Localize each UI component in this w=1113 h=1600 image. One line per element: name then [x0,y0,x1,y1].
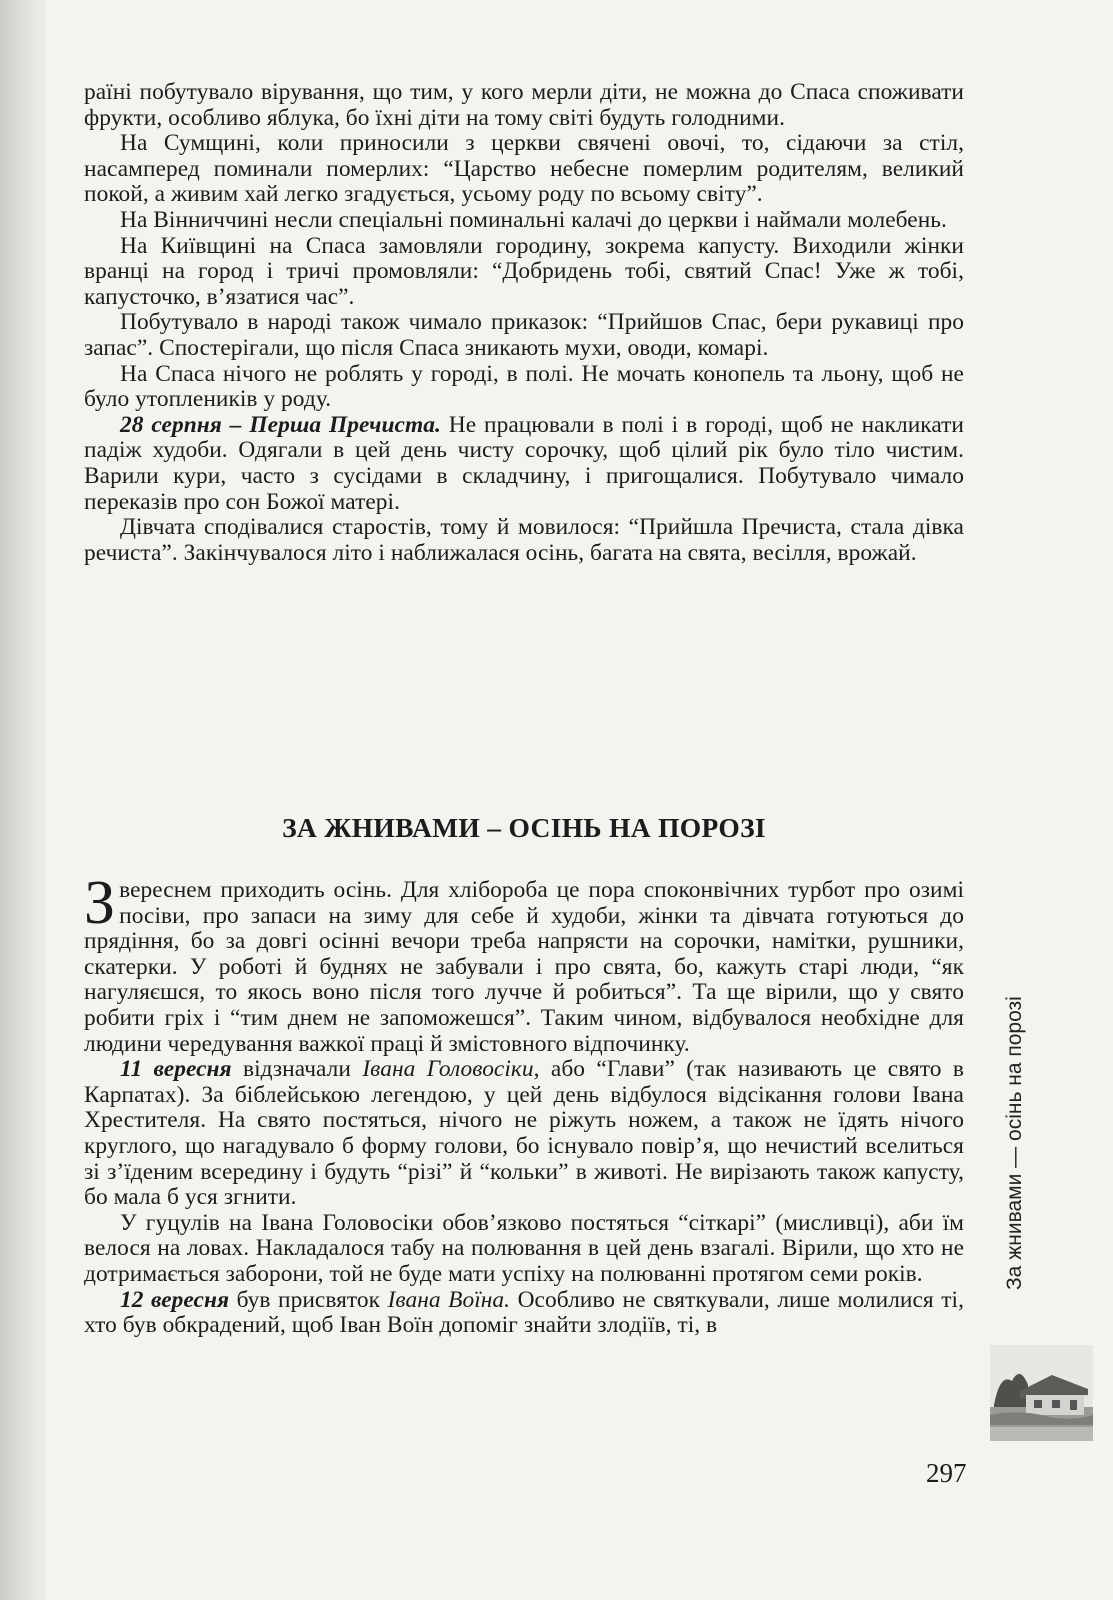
page-number: 297 [926,1458,967,1488]
paragraph-text: , або “Глави” (так називають це свято в Карпатах). За біблейською легендою, у цей день відбулося відсікання голови Івана Хрестителя. На свято постяться, нічого не ріжуть ножем, а також не їдять нічого круглого, що нагадувало б форму голови, бо існувало повір’я, що нечистий вселиться зі з’їденим всередину і будуть “різі” й “кольки” в животі. Не вирізають також капусту, бо мала б уся згнити. [84,1056,964,1211]
date-label: 12 вересня [120,1286,230,1313]
top-text-block [84,80,964,566]
paragraph: На Вінниччині несли спеціальні поминальні калачі до церкви і наймали молебень. [120,206,947,233]
feast-name: Івана Воїна. [387,1286,511,1313]
feast-name: Івана Головосіки [362,1056,534,1083]
paragraph-text: вереснем приходить осінь. Для хлібороба це пора споконвічних турбот про озимі посіви, про запаси на зиму для себе й худоби, жінки та дівчата готуються до прядіння, бо за довгі осінні вечори треба напрясти на сорочки, намітки, рушники, скатерки. У роботі й буднях не забували і про свята, бо, кажуть старі люди, “як нагуляєшся, то якось воно після того лучче й робиться”. Та ще вірили, що у свято робити гріх і “тим днем не запоможешся”. Таким чином, відбувалося необхідне для людини чередування важкої праці й змістовного відпочинку. [84,877,964,1057]
date-label: 11 вересня [120,1056,232,1083]
drop-cap: З [84,869,116,937]
paragraph: Побутувало в народі також чимало приказок: “Прийшов Спас, бери рукавиці про запас”. Спостерігали, що після Спаса зникають мухи, оводи, комарі. [84,309,964,361]
paragraph-text: відзначали [231,1056,363,1083]
paragraph: На Київщині на Спаса замовляли городину, зокрема капусту. Виходили жінки вранці на город і тричі промовляли: “Добридень тобі, святий Спас! Уже ж тобі, капусточко, в’язатися час”. [84,232,964,310]
paragraph [84,413,964,515]
paragraph: У гуцулів на Івана Головосіки обов’язково постяться “сіткарі” (мисливці), аби їм велося на ловах. Накладалося табу на полювання в цей день взагалі. Вірили, що хто не дотримається заборони, той не буде мати успіху на полюванні протягом семи років. [84,1209,964,1287]
running-side-title: За жнивами — осінь на порозі [1003,996,1026,1290]
paragraph-text: Особливо не святкували, лише молилися ті, хто був обкрадений, щоб Іван Воїн допоміг знайти злодіїв, ті, в [84,1286,964,1339]
intro-paragraph [84,869,964,1057]
paragraph: На Спаса нічого не роблять у городі, в полі. Не мочать конопель та льону, щоб не було утоплеників у роду. [84,360,964,413]
paragraph: Дівчата сподівалися старостів, тому й мовилося: “Прийшла Пречиста, стала дівка речиста”. Закінчувалося літо і наближалася осінь, багата на свята, весілля, врожай. [84,514,964,566]
paragraph [84,1057,964,1211]
paragraph-text: був присвяток [229,1286,388,1313]
date-label: 28 серпня – Перша Пречиста. [120,411,441,438]
paragraph: раїні побутувало вірування, що тим, у кого мерли діти, не можна до Спаса споживати фрукти, особливо яблука, бо їхні діти на тому світі будуть голодними. [84,79,964,131]
section-heading: ЗА ЖНИВАМИ – ОСІНЬ НА ПОРОЗІ [282,812,766,843]
paragraph [84,1288,964,1339]
bottom-text-block [84,869,964,1339]
paragraph-text: Не працювали в полі і в городі, щоб не накликати падіж худоби. Одягали в цей день чисту сорочку, щоб цілий рік було тіло чистим. Варили кури, часто з сусідами в складчину, і пригощалися. Побутувало чимало переказів про сон Божої матері. [84,411,965,515]
village-vignette-image [990,1345,1093,1441]
paragraph: На Сумщині, коли приносили з церкви свячені овочі, то, сідаючи за стіл, насамперед поминали померлих: “Царство небесне померлим родителям, великий покой, а живим хай легко згадується, усьому роду по всьому світу”. [84,130,964,208]
